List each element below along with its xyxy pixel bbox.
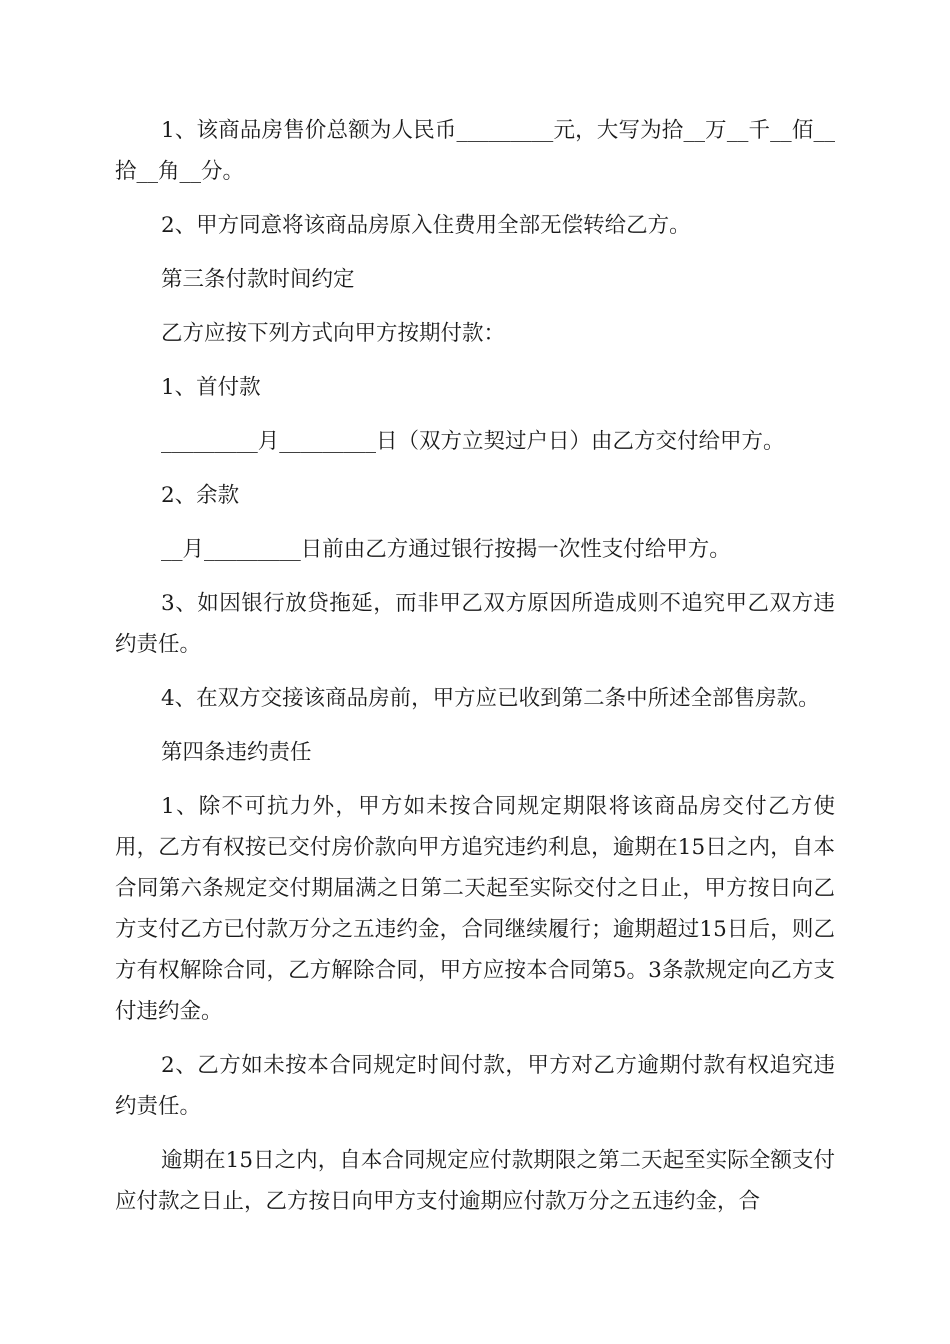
paragraph-balance-label: 2、余款 <box>161 483 240 508</box>
paragraph-handover: 4、在双方交接该商品房前，甲方应已收到第二条中所述全部售房款。 <box>161 686 820 711</box>
paragraph-overdue-penalty: 逾期在15日之内，自本合同规定应付款期限之第二天起至实际全额支付应付款之日止，乙方按日向甲方支付逾期应付款万分之五违约金，合 <box>115 1148 835 1214</box>
paragraph-bank-delay: 3、如因银行放贷拖延，而非甲乙双方原因所造成则不追究甲乙双方违约责任。 <box>115 591 835 657</box>
paragraph-payment-method: 乙方应按下列方式向甲方按期付款： <box>161 321 506 346</box>
section-heading-article-4: 第四条违约责任 <box>161 740 312 765</box>
paragraph-seller-breach: 1、除不可抗力外，甲方如未按合同规定期限将该商品房交付乙方使用，乙方有权按已交付房价款向甲方追究违约利息，逾期在15日之内，自本合同第六条规定交付期届满之日第二天起至实际交付之日止，甲方按日向乙方支付乙方已付款万分之五违约金，合同继续履行；逾期超过15日后，则乙方有权解除合同，乙方解除合同，甲方应按本合同第5。3条款规定向乙方支付违约金。 <box>115 794 835 1024</box>
paragraph-buyer-breach: 2、乙方如未按本合同规定时间付款，甲方对乙方逾期付款有权追究违约责任。 <box>115 1053 835 1119</box>
paragraph-price-total: 1、该商品房售价总额为人民币_________元，大写为拾__万__千__佰__拾__角__分。 <box>115 118 835 184</box>
paragraph-down-payment-date: _________月_________日（双方立契过户日）由乙方交付给甲方。 <box>161 429 785 454</box>
paragraph-fee-transfer: 2、甲方同意将该商品房原入住费用全部无偿转给乙方。 <box>161 213 691 238</box>
document-page <box>115 110 835 1235</box>
section-heading-article-3: 第三条付款时间约定 <box>161 267 355 292</box>
paragraph-down-payment-label: 1、首付款 <box>161 375 261 400</box>
paragraph-balance-date: __月_________日前由乙方通过银行按揭一次性支付给甲方。 <box>161 537 731 562</box>
